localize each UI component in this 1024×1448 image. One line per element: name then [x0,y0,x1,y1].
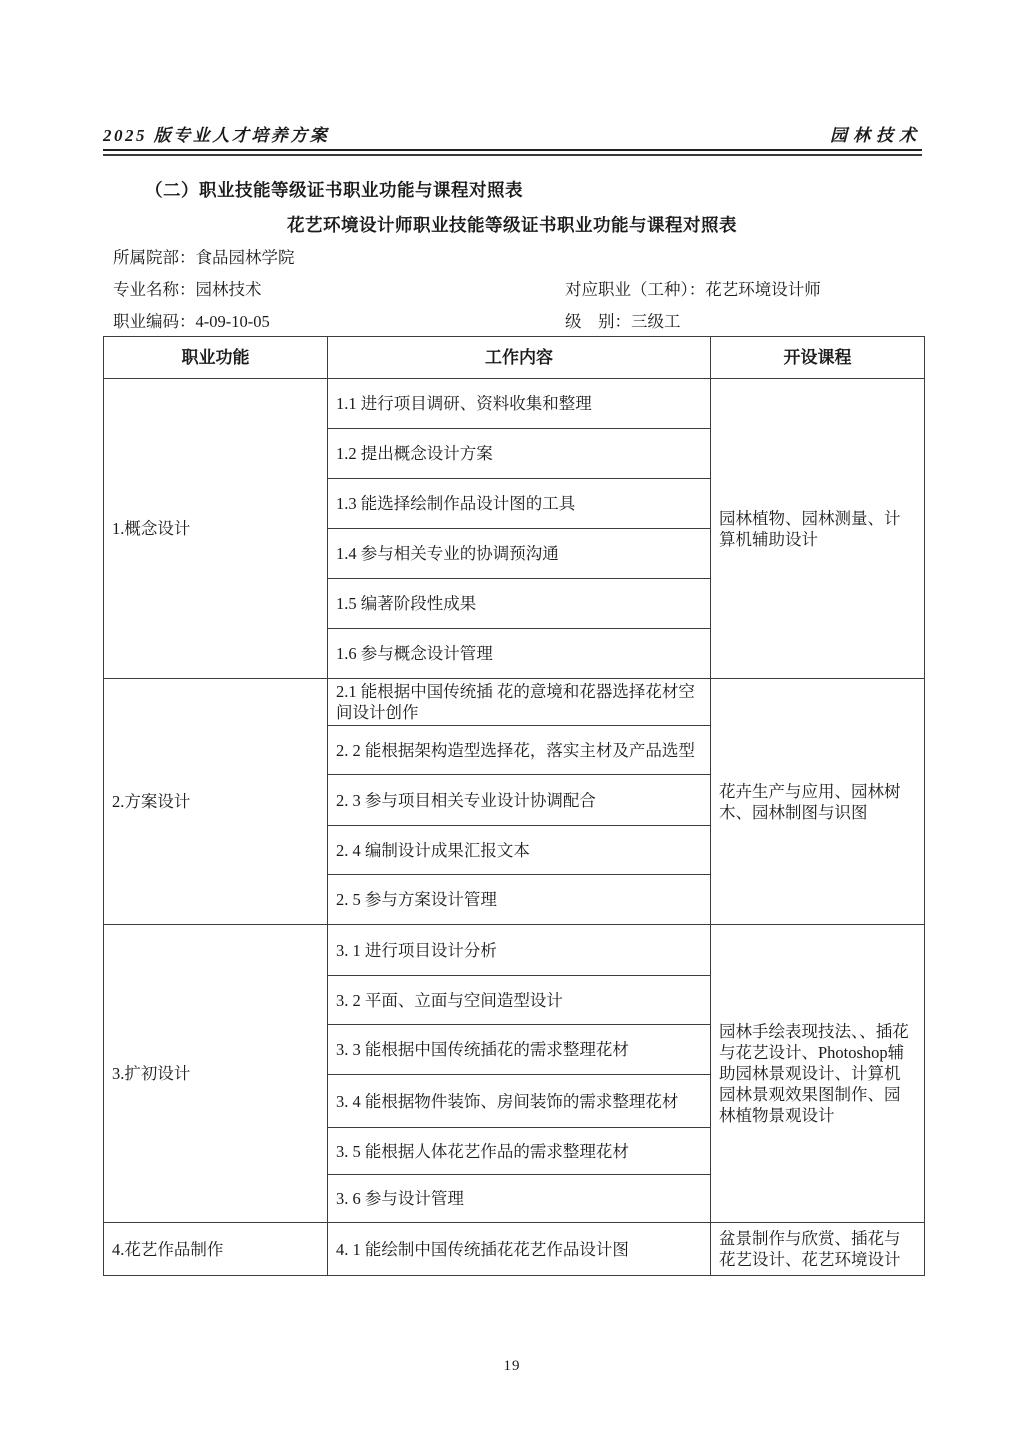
work-item-cell: 2. 5 参与方案设计管理 [328,875,711,925]
function-cell: 2.方案设计 [104,679,328,925]
column-header-work: 工作内容 [328,337,711,379]
section-heading: （二）职业技能等级证书职业功能与课程对照表 [145,180,523,200]
work-item-cell: 3. 1 进行项目设计分析 [328,925,711,976]
table-row [104,679,925,726]
work-item-cell: 1.1 进行项目调研、资料收集和整理 [328,379,711,429]
table-row [104,925,925,976]
meta-row-department [113,247,922,279]
work-item-cell: 2. 3 参与项目相关专业设计协调配合 [328,775,711,826]
work-item-cell: 1.5 编著阶段性成果 [328,579,711,629]
function-cell: 1.概念设计 [104,379,328,679]
table-header-row [104,337,925,379]
work-item-cell: 1.3 能选择绘制作品设计图的工具 [328,479,711,529]
meta-major: 专业名称：园林技术 [113,280,262,299]
meta-block [113,247,922,343]
function-cell: 3.扩初设计 [104,925,328,1223]
work-item-cell: 4. 1 能绘制中国传统插花花艺作品设计图 [328,1223,711,1276]
work-item-cell: 1.2 提出概念设计方案 [328,429,711,479]
work-item-cell: 2.1 能根据中国传统插 花的意境和花器选择花材空间设计创作 [328,679,711,726]
work-item-cell: 3. 4 能根据物件装饰、房间装饰的需求整理花材 [328,1075,711,1128]
header-rule [103,149,922,156]
courses-cell: 盆景制作与欣赏、插花与花艺设计、花艺环境设计 [711,1223,925,1276]
courses-cell: 园林植物、园林测量、计算机辅助设计 [711,379,925,679]
function-course-table [103,336,925,1276]
work-item-cell: 1.6 参与概念设计管理 [328,629,711,679]
column-header-function: 职业功能 [104,337,328,379]
meta-level: 级 别：三级工 [565,312,681,331]
table-row [104,1223,925,1276]
work-item-cell: 3. 2 平面、立面与空间造型设计 [328,976,711,1025]
page-number: 19 [503,1358,521,1374]
work-item-cell: 3. 5 能根据人体花艺作品的需求整理花材 [328,1128,711,1175]
work-item-cell: 1.4 参与相关专业的协调预沟通 [328,529,711,579]
header-left-text: 2025 版专业人才培养方案 [103,126,330,145]
work-item-cell: 3. 6 参与设计管理 [328,1175,711,1223]
column-header-courses: 开设课程 [711,337,925,379]
work-item-cell: 2. 4 编制设计成果汇报文本 [328,826,711,875]
function-cell: 4.花艺作品制作 [104,1223,328,1276]
meta-row-major [113,279,922,311]
meta-occupation: 对应职业（工种）：花艺环境设计师 [565,280,821,299]
table-title: 花艺环境设计师职业技能等级证书职业功能与课程对照表 [287,215,737,235]
courses-cell: 园林手绘表现技法、、插花与花艺设计、Photoshop辅助园林景观设计、计算机园林景观效果图制作、园林植物景观设计 [711,925,925,1223]
running-header [103,121,922,146]
meta-department: 所属院部：食品园林学院 [113,248,295,267]
header-right-text: 园林技术 [830,126,922,145]
work-item-cell: 3. 3 能根据中国传统插花的需求整理花材 [328,1025,711,1075]
meta-code: 职业编码：4-09-10-05 [113,312,270,331]
table-row [104,379,925,429]
courses-cell: 花卉生产与应用、园林树木、园林制图与识图 [711,679,925,925]
work-item-cell: 2. 2 能根据架构造型选择花，落实主材及产品选型 [328,726,711,775]
